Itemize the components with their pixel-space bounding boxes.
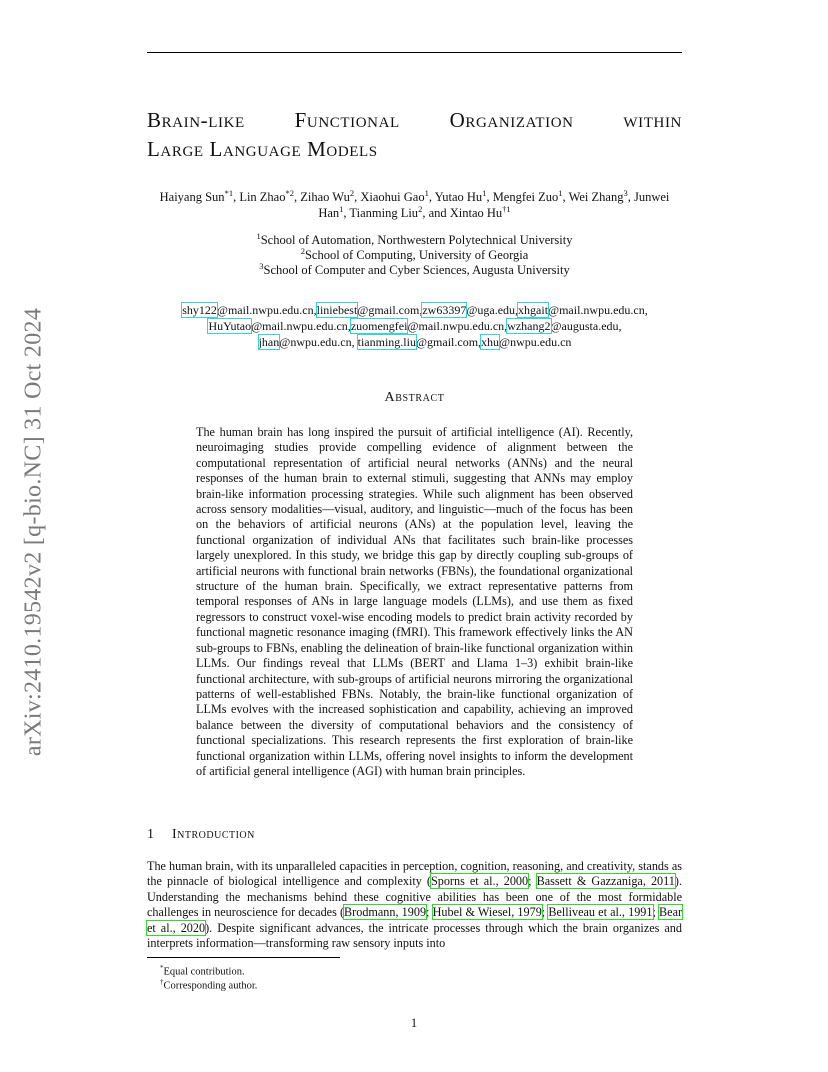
email-domain: @augusta.edu, [550,319,622,333]
intro-text: ). Understanding the mechanisms behind these cognitive abilities has been one of the most formidable challenges in neuroscience for decades ( [147,874,682,920]
arxiv-identifier[interactable]: arXiv:2410.19542v2 [q-bio.NC] 31 Oct 2024 [20,307,47,757]
email-link[interactable]: HuYutao [208,319,252,333]
author-sup: *2 [285,187,294,198]
email-domain: @nwpu.edu.cn [499,335,572,349]
author-name: , Zihao Wu [293,190,350,204]
affiliation-2 [147,245,682,263]
author-name: , Yutao Hu [428,190,483,204]
affiliation-sup: 3 [259,260,264,271]
paper-title [147,106,682,164]
author-sup: 2 [418,203,423,214]
author-name: , Lin Zhao [233,190,286,204]
author-sup: 3 [623,187,628,198]
email-list [130,302,700,350]
affiliation-text: School of Computer and Cyber Sciences, Augusta University [263,263,570,277]
author-sup: 1 [339,203,344,214]
email-link[interactable]: xhgait [518,303,549,317]
email-link[interactable]: wzhang2 [507,319,551,333]
footnote-text: Equal contribution. [163,966,245,978]
author-name: , Mengfei Zuo [486,190,559,204]
affiliation-text: School of Computing, University of Georgia [304,248,529,262]
email-domain: @mail.nwpu.edu.cn, [407,319,508,333]
email-link[interactable]: xhu [481,335,500,349]
email-link[interactable]: tianming.liu [357,335,416,349]
abstract-heading: Abstract [384,390,445,405]
affiliation-sup: 2 [300,245,305,256]
affiliation-3 [147,260,682,278]
author-name: , Junwei Han [318,190,670,220]
affiliation-1 [147,230,682,248]
section-heading [147,827,682,843]
email-domain: @gmail.com, [357,303,423,317]
citation-link[interactable]: Bassett & Gazzaniga, 2011 [536,874,675,889]
intro-text: ). Despite significant advances, the intricate processes through which the brain organizes and interprets information—transforming raw sensory inputs into [147,920,682,951]
author-name: , Xiaohui Gao [354,190,425,204]
email-link[interactable]: zuomengfei [350,319,408,333]
footnote-rule [147,957,340,958]
intro-text: ; [426,905,433,920]
arxiv-sidebar [14,272,54,792]
citation-link[interactable]: Sporns et al., 2000 [430,874,529,889]
page-number: 1 [410,1016,418,1030]
author-name: , Wei Zhang [562,190,624,204]
email-domain: @mail.nwpu.edu.cn, [548,303,648,317]
author-sup: 2 [349,187,355,198]
author-sup: *1 [224,187,234,198]
email-domain: @mail.nwpu.edu.cn, [251,319,351,333]
author-list [147,189,682,221]
footnote-corresponding-author [160,976,257,993]
intro-text: ; [652,905,660,920]
footnote-text: Corresponding author. [163,980,258,992]
email-domain: @mail.nwpu.edu.cn, [216,303,317,317]
citation-link[interactable]: Belliveau et al., 1991 [548,905,653,920]
email-link[interactable]: zw63397 [422,303,467,317]
title-line-1: Brain-like Functional Organization within [147,108,682,132]
section-title: Introduction [172,827,255,842]
citation-link[interactable]: Hubel & Wiesel, 1979 [432,905,542,920]
intro-paragraph [147,859,682,951]
citation-link[interactable]: Brodmann, 1909 [344,905,427,920]
email-domain: @gmail.com, [415,335,482,349]
email-domain: @uga.edu, [466,303,519,317]
affiliations [147,230,682,278]
intro-text: ; [541,905,549,920]
email-link[interactable]: jhan [258,335,280,349]
author-sup: 1 [424,187,429,198]
email-domain: @nwpu.edu.cn, [279,335,358,349]
footnote-mark: * [160,964,164,972]
intro-text: The human brain, with its unparalleled capacities in perception, cognition, reasoning, and creativity, stands as the pinnacle of biological intelligence and complexity ( [147,859,682,889]
affiliation-sup: 1 [256,230,261,241]
author-sup: 1 [482,187,487,198]
author-name: , and Xintao Hu [422,206,503,220]
email-link[interactable]: shy122 [182,303,217,317]
author-name: , Tianming Liu [343,206,419,220]
author-sup: †1 [502,203,511,214]
abstract-body: The human brain has long inspired the pursuit of artificial intelligence (AI). Recently, neuroimaging studies provide compelling evidence of alignment between the computational representation of artificial neural networks (ANNs) and the neural responses of the human brain to external stimuli, suggesting that ANNs may employ brain-like information processing strategies. While such alignment has been observed across sensory modalities—visual, auditory, and linguistic—much of the focus has been on the behaviors of artificial neurons (ANs) at the population level, leaving the functional organization of individual ANs that facilitates such brain-like processes largely unexplored. In this study, we bridge this gap by directly coupling sub-groups of artificial neurons with functional brain networks (FBNs), the foundational organizational structure of the human brain. Specifically, we extract representative patterns from temporal responses of ANs in large language models (LLMs), and use them as fixed regressors to construct voxel-wise encoding models to predict brain activity recorded by functional magnetic resonance imaging (fMRI). This framework effectively links the AN sub-groups to FBNs, enabling the delineation of brain-like functional organization within LLMs. Our findings reveal that LLMs (BERT and Llama 1–3) exhibit brain-like functional architecture, with sub-groups of artificial neurons mirroring the organizational patterns of well-established FBNs. Notably, the brain-like functional organization of LLMs evolves with the increased sophistication and capability, achieving an improved balance between the diversity of computational behaviors and the consistency of functional specializations. This research represents the first exploration of brain-like functional organization within LLMs, offering novel insights to inform the development of artificial general intelligence (AGI) with human brain principles. [196,425,633,778]
top-rule [147,52,682,53]
author-sup: 1 [558,187,563,198]
footnote-mark: † [160,978,164,986]
intro-text: ; [528,874,537,889]
email-link[interactable]: liniebest [316,303,358,317]
author-name: Haiyang Sun [159,190,225,204]
section-number: 1 [147,827,155,842]
affiliation-text: School of Automation, Northwestern Polytechnical University [260,233,573,247]
title-line-2: Large Language Models [147,137,378,161]
citation-link[interactable]: Bear et al., 2020 [147,905,683,935]
